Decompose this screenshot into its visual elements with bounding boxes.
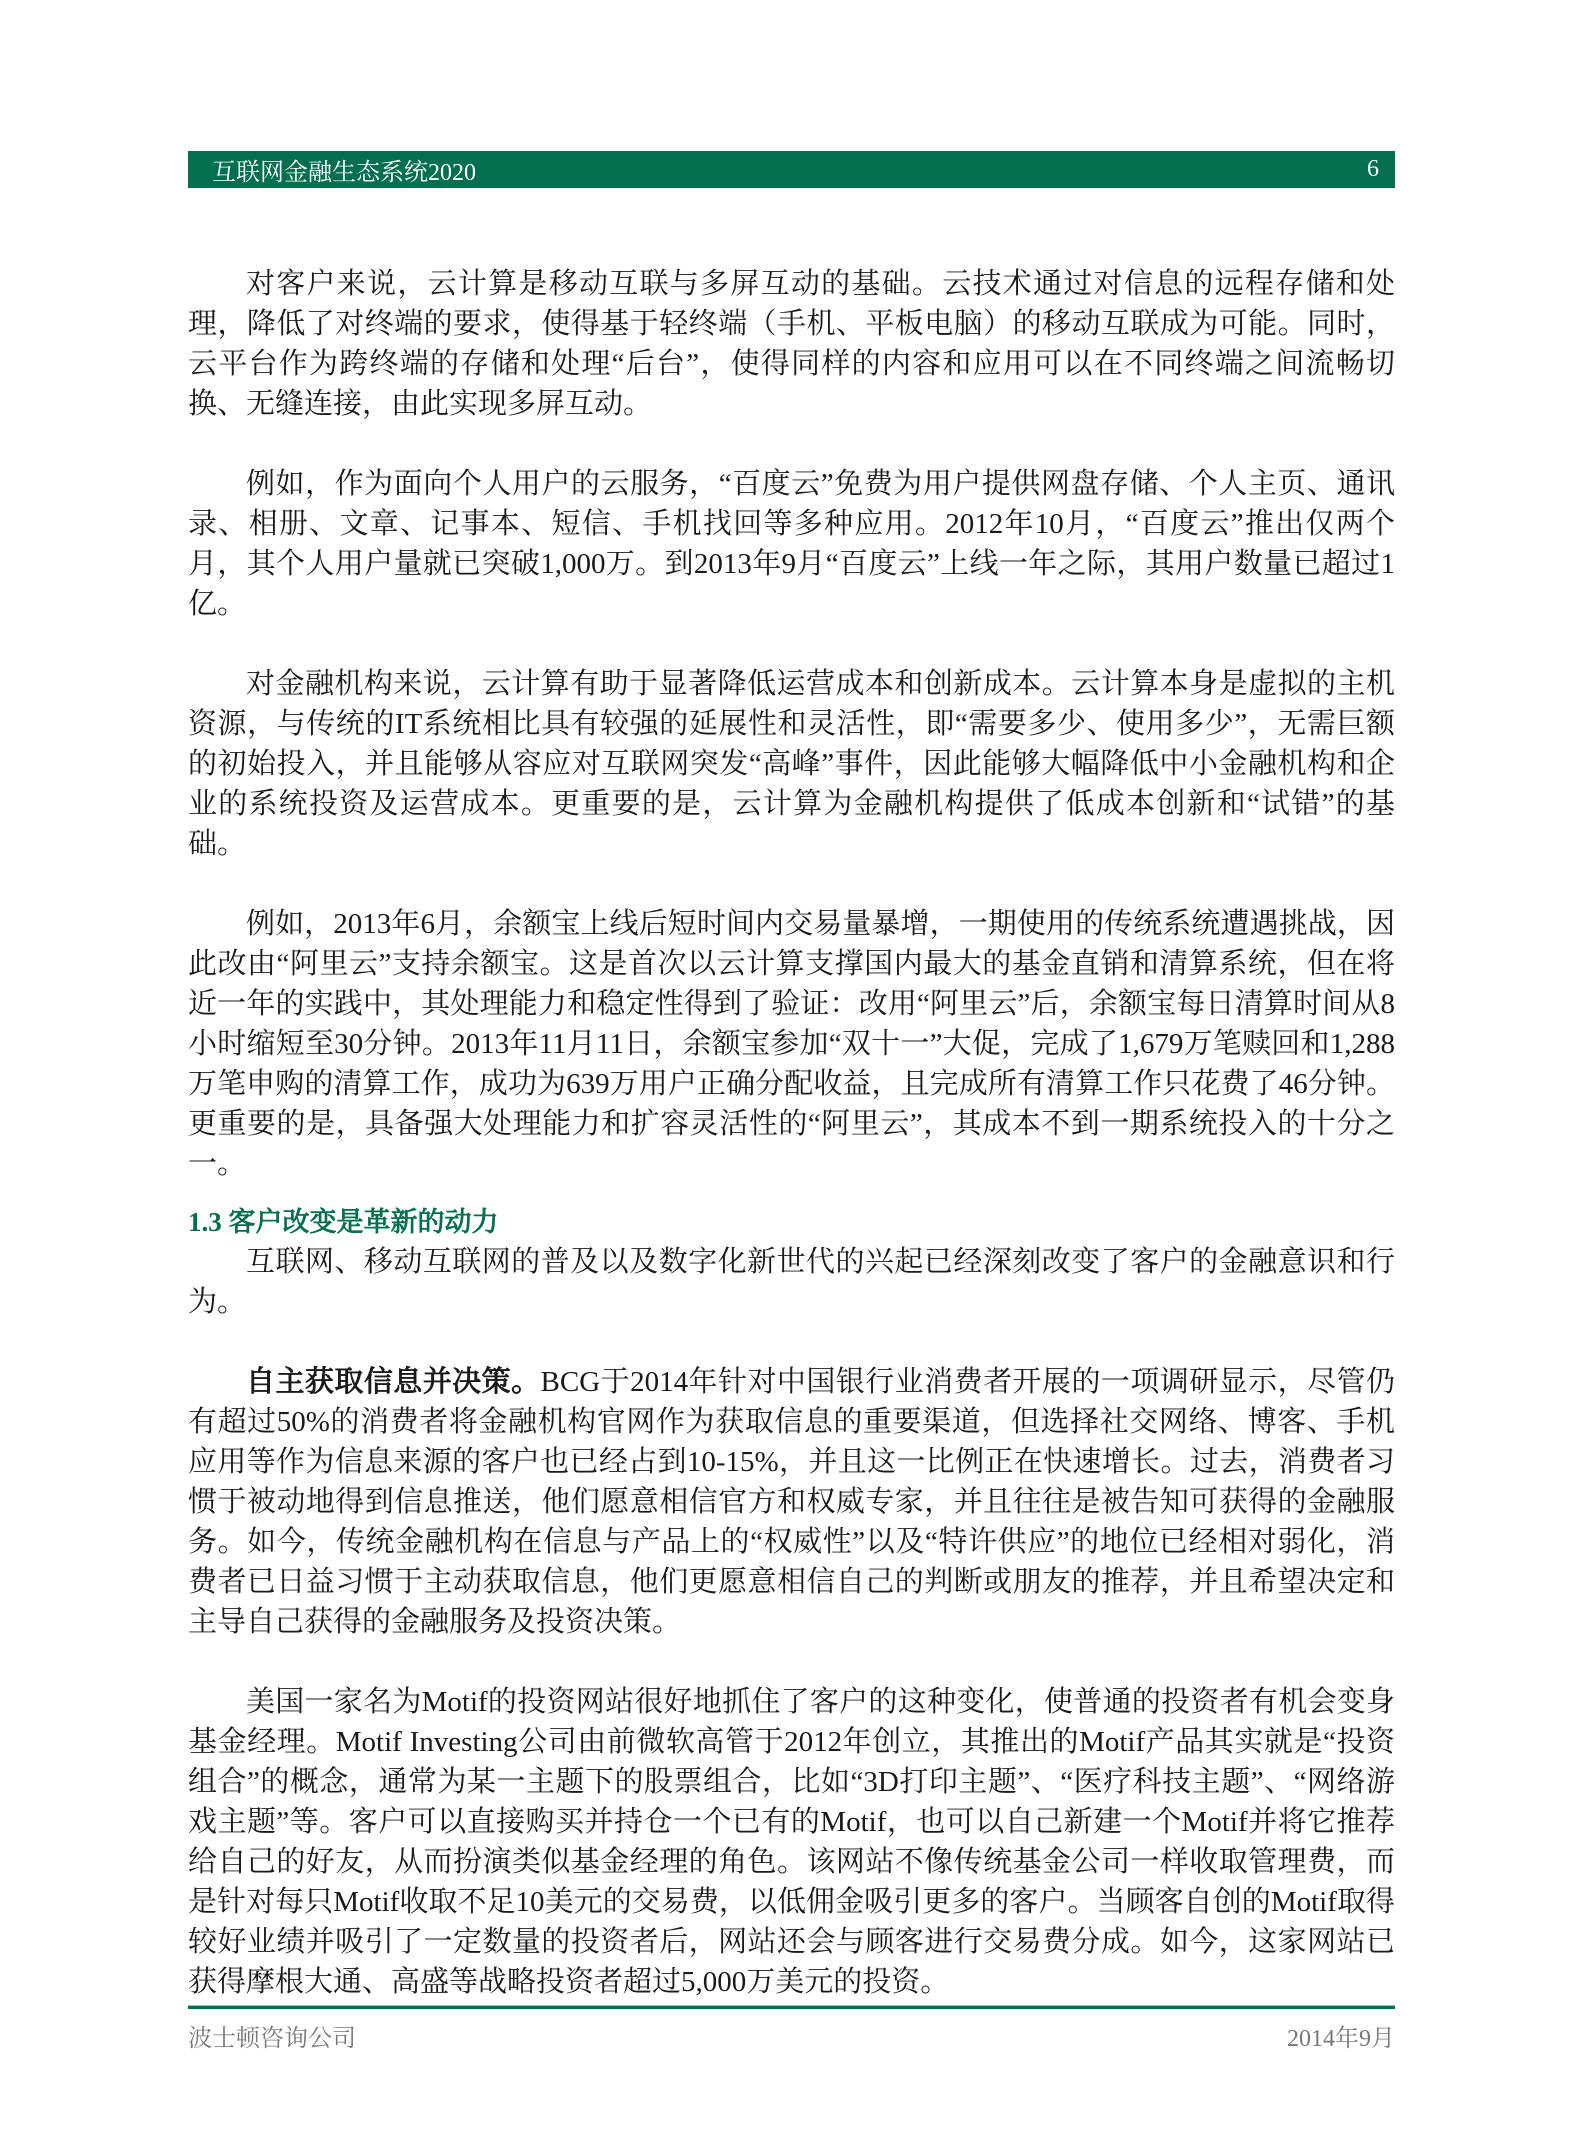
paragraph: 对客户来说，云计算是移动互联与多屏互动的基础。云技术通过对信息的远程存储和处理，降低了对终端的要求，使得基于轻终端（手机、平板电脑）的移动互联成为可能。同时，云平台作为跨终端的存储和处理“后台”，使得同样的内容和应用可以在不同终端之间流畅切换、无缝连接，由此实现多屏互动。 bbox=[188, 268, 1395, 420]
bold-lead: 自主获取信息并决策。 bbox=[246, 1366, 541, 1398]
page-body bbox=[188, 264, 1395, 2042]
paragraph: 对金融机构来说，云计算有助于显著降低运营成本和创新成本。云计算本身是虚拟的主机资源，与传统的IT系统相比具有较强的延展性和灵活性，即“需要多少、使用多少”，无需巨额的初始投入，并且能够从容应对互联网突发“高峰”事件，因此能够大幅降低中小金融机构和企业的系统投资及运营成本。更重要的是，云计算为金融机构提供了低成本创新和“试错”的基础。 bbox=[188, 668, 1395, 860]
paragraph bbox=[188, 1362, 1395, 1642]
paragraph: 例如，2013年6月，余额宝上线后短时间内交易量暴增，一期使用的传统系统遭遇挑战，因此改由“阿里云”支持余额宝。这是首次以云计算支撑国内最大的基金直销和清算系统，但在将近一年的实践中，其处理能力和稳定性得到了验证：改用“阿里云”后，余额宝每日清算时间从8小时缩短至30分钟。2013年11月11日，余额宝参加“双十一”大促，完成了1,679万笔赎回和1,288万笔申购的清算工作，成功为639万用户正确分配收益，且完成所有清算工作只花费了46分钟。更重要的是，具备强大处理能力和扩容灵活性的“阿里云”，其成本不到一期系统投入的十分之一。 bbox=[188, 908, 1395, 1180]
paragraph: 例如，作为面向个人用户的云服务，“百度云”免费为用户提供网盘存储、个人主页、通讯录、相册、文章、记事本、短信、手机找回等多种应用。2012年10月，“百度云”推出仅两个月，其个人用户量就已突破1,000万。到2013年9月“百度云”上线一年之际，其用户数量已超过1亿。 bbox=[188, 468, 1395, 620]
page-header bbox=[188, 151, 1395, 188]
document-title: 互联网金融生态系统2020 bbox=[212, 160, 476, 186]
footer-company: 波士顿咨询公司 bbox=[188, 2026, 356, 2052]
paragraph: 互联网、移动互联网的普及以及数字化新世代的兴起已经深刻改变了客户的金融意识和行为。 bbox=[188, 1246, 1395, 1318]
page-number: 6 bbox=[1367, 156, 1379, 182]
page-footer bbox=[188, 2018, 1395, 2053]
paragraph: 美国一家名为Motif的投资网站很好地抓住了客户的这种变化，使普通的投资者有机会变身基金经理。Motif Investing公司由前微软高管于2012年创立，其推出的Motif产品其实就是“投资组合”的概念，通常为某一主题下的股票组合，比如“3D打印主题”、“医疗科技主题”、“网络游戏主题”等。客户可以直接购买并持仓一个已有的Motif，也可以自己新建一个Motif并将它推荐给自己的好友，从而扮演类似基金经理的角色。该网站不像传统基金公司一样收取管理费，而是针对每只Motif收取不足10美元的交易费，以低佣金吸引更多的客户。当顾客自创的Motif取得较好业绩并吸引了一定数量的投资者后，网站还会与顾客进行交易费分成。如今，这家网站已获得摩根大通、高盛等战略投资者超过5,000万美元的投资。 bbox=[188, 1686, 1395, 1998]
paragraph-text: BCG于2014年针对中国银行业消费者开展的一项调研显示，尽管仍有超过50%的消费者将金融机构官网作为获取信息的重要渠道，但选择社交网络、博客、手机应用等作为信息来源的客户也已经占到10-15%，并且这一比例正在快速增长。过去，消费者习惯于被动地得到信息推送，他们愿意相信官方和权威专家，并且往往是被告知可获得的金融服务。如今，传统金融机构在信息与产品上的“权威性”以及“特许供应”的地位已经相对弱化，消费者已日益习惯于主动获取信息，他们更愿意相信自己的判断或朋友的推荐，并且希望决定和主导自己获得的金融服务及投资决策。 bbox=[188, 1366, 1395, 1638]
section-heading: 1.3 客户改变是革新的动力 bbox=[188, 1207, 499, 1237]
footer-date: 2014年9月 bbox=[1287, 2026, 1395, 2052]
footer-divider bbox=[188, 2005, 1395, 2009]
